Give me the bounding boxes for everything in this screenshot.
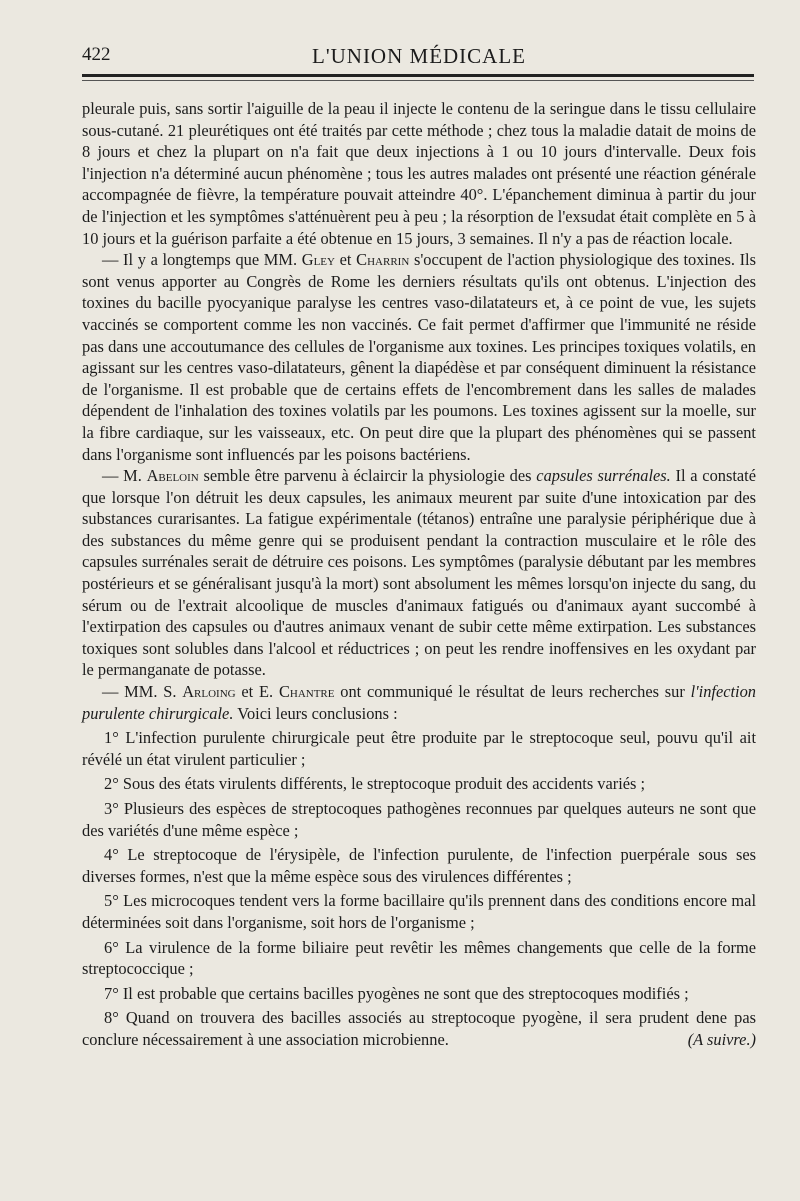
- paragraph-text: ont communiqué le résultat de leurs recherches sur: [340, 682, 685, 702]
- running-title: L'UNION MÉDICALE: [312, 44, 527, 68]
- conclusion-item: 4° Le streptocoque de l'érysipèle, de l'infection purulente, de l'infection puerpérale sous ses diverses formes, n'est que la même espèce sous des virulences différentes ;: [82, 845, 756, 886]
- conclusion-item: 1° L'infection purulente chirurgicale peut être produite par le streptocoque seul, pouvu qu'il ait révélé un état virulent particulier ;: [82, 728, 756, 769]
- conclusion-item: [82, 1007, 756, 1050]
- page-header: [82, 44, 752, 70]
- header-rule-thin: [82, 80, 754, 81]
- article-body: [82, 98, 756, 1051]
- header-rule: [82, 74, 754, 77]
- paragraph-pleurisy: pleurale puis, sans sortir l'aiguille de la peau il injecte le contenu de la seringue dans le tissu cellulaire sous-cutané. 21 pleurétiques ont été traités par cette méthode ; chez tous la maladie datait de moins de 8 jours et chez la plupart on n'a fait que deux injections à 1 ou 10 jours d'intervalle. Deux fois l'injection n'a déterminé aucun phénomène ; tous les autres malades ont présenté une réaction générale accompagnée de fièvre, la température pouvait atteindre 40°. L'épanchement diminua à partir du jour de l'injection et les symptômes s'atténuèrent peu à peu ; la résorption de l'exsudat était complète en 5 à 10 jours et la guérison parfaite a été obtenue en 15 jours, 3 semaines. Il n'y a pas de réaction locale.: [82, 99, 756, 248]
- paragraph-text: semble être parvenu à éclaircir la physiologie des: [203, 466, 532, 486]
- page-number: 422: [82, 44, 111, 65]
- italic-term: l'infection purulente chirurgicale.: [82, 682, 757, 723]
- paragraph-text: Il a constaté que lorsque l'on détruit les deux capsules, les animaux meurent par suite d'une intoxication par des substances curarisantes. La fatigue expérimentale (tétanos) entraîne une paralysie périphérique due à des substances du même genre qui se produisent pendant la contraction musculaire et le rôle des capsules surrénales serait de détruire ces poisons. Les symptômes (paralysie débutant par les membres postérieurs et se généralisant jusqu'à la mort) sont absolument les mêmes lorsqu'on injecte du sang, du sérum ou de l'extrait alcoolique de muscles d'animaux fatigués ou d'animaux ayant succombé à l'extirpation des capsules ou d'autres animaux venant de subir cette même extirpation. Les substances toxiques sont solubles dans l'alcool et réductrices ; on peut les rendre inoffensives en les oxydant par le permanganate de potasse.: [82, 466, 757, 680]
- author-name: Arloing: [182, 682, 236, 702]
- conclusion-text: 8° Quand on trouvera des bacilles associés au streptocoque pyogène, il sera prudent dene pas conclure nécessairement à une association microbienne.: [82, 1008, 756, 1049]
- paragraph-toxines: [82, 249, 756, 465]
- conclusion-item: 3° Plusieurs des espèces de streptocoques pathogènes reconnues par quelques auteurs ne sont que des variétés d'une même espèce ;: [82, 799, 756, 840]
- italic-term: capsules surrénales.: [536, 466, 671, 486]
- paragraph-lead: — M.: [102, 466, 142, 486]
- paragraph-lead: — MM. S.: [102, 682, 177, 702]
- author-name: Gley: [301, 250, 335, 270]
- to-be-continued: (A suivre.): [687, 1029, 756, 1049]
- conjunction: et: [339, 250, 352, 270]
- paragraph-lead: — Il y a longtemps que MM.: [102, 250, 298, 270]
- paragraph-text: s'occupent de l'action physiologique des toxines. Ils sont venus apporter au Congrès de Rome les derniers résultats qu'ils ont obtenus. L'injection des toxines du bacille pyocyanique paralyse les centres vaso-dilatateurs et, à ce point de vue, les sujets vaccinés se comportent comme les non vaccinés. Ce fait permet d'affirmer que l'immunité ne réside pas dans une accoutumance des cellules de l'organisme aux toxines. Les principes toxiques volatils, en agissant sur les centres vaso-dilatateurs, gênent la diapédèse et par conséquent diminuent la résistance de l'organisme. Il est probable que de certains effets de l'encombrement dans les salles de malades dépendent de l'inhalation des toxines volatils par les poumons. Les toxines agissent sur la moelle, sur la fibre cardiaque, sur les vaisseaux, etc. On peut dire que la plupart des phénomènes qui se passent dans l'organisme sont influencés par les poisons bactériens.: [82, 250, 756, 464]
- conjunction: et E.: [241, 682, 274, 702]
- conclusion-item: 5° Les microcoques tendent vers la forme bacillaire qu'ils prennent dans des conditions encore mal déterminées soit dans l'organisme, soit hors de l'organisme ;: [82, 891, 756, 932]
- conclusion-item: 7° Il est probable que certains bacilles pyogènes ne sont que des streptocoques modifiés ;: [104, 983, 689, 1003]
- conclusion-item: 2° Sous des états virulents différents, le streptocoque produit des accidents variés ;: [104, 774, 646, 794]
- author-name: Chantre: [278, 682, 335, 702]
- author-name: Charrin: [356, 250, 410, 270]
- author-name: Abeloin: [146, 466, 199, 486]
- paragraph-capsules: [82, 465, 756, 681]
- paragraph-infection: [82, 681, 756, 724]
- conclusion-item: 6° La virulence de la forme biliaire peut revêtir les mêmes changements que celle de la forme streptococcique ;: [82, 937, 756, 979]
- paragraph-text: Voici leurs conclusions :: [237, 703, 398, 723]
